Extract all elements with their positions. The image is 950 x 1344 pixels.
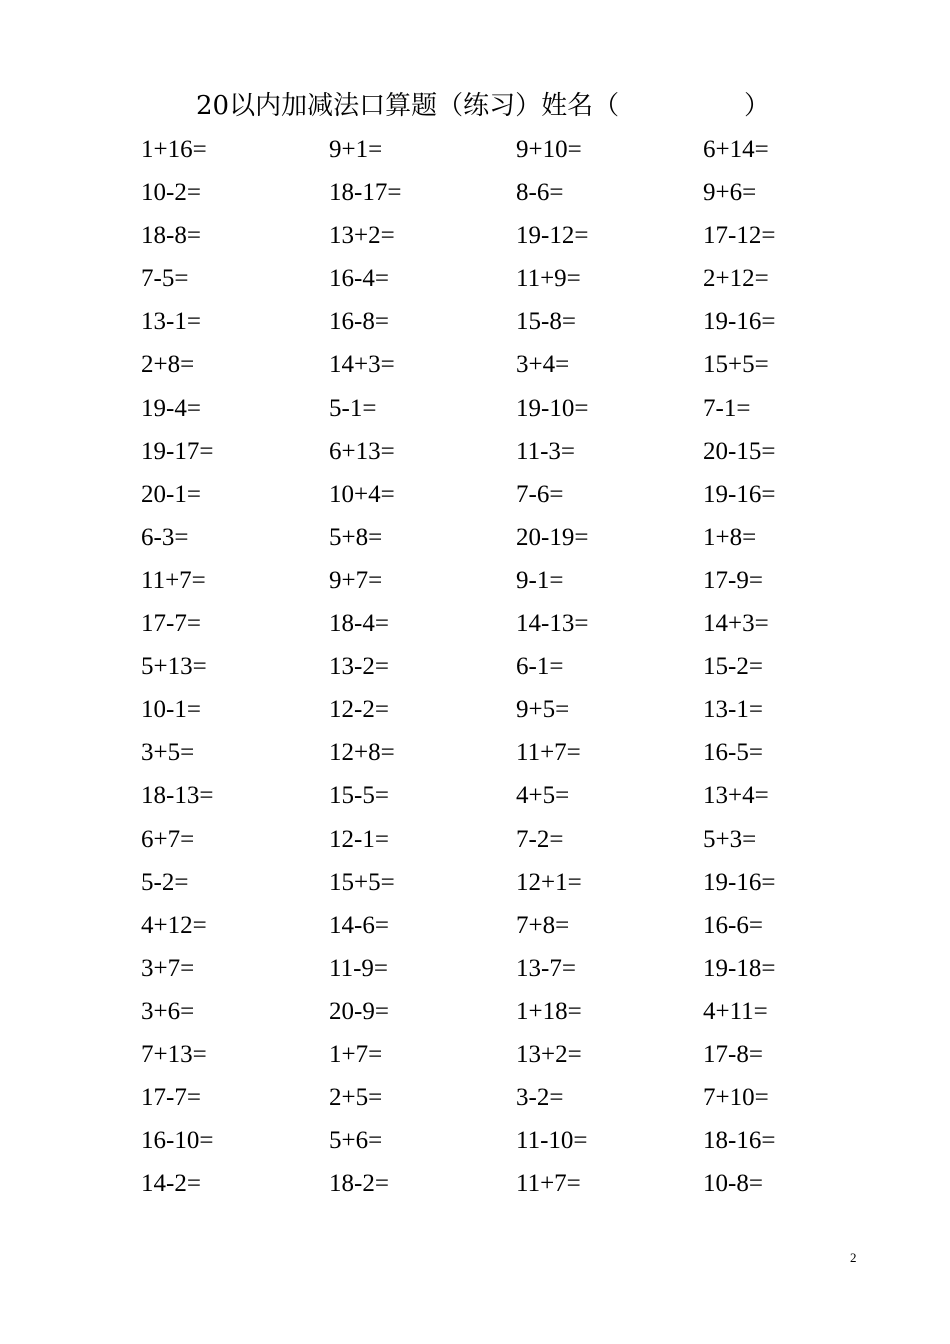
problem-cell: 10-8=: [703, 1170, 763, 1198]
problem-cell: 19-16=: [703, 480, 776, 508]
problem-cell: 17-12=: [703, 222, 776, 250]
problem-cell: 5+6=: [329, 1127, 383, 1155]
problem-cell: 15-2=: [703, 653, 763, 681]
problem-cell: 11-9=: [329, 954, 388, 982]
problem-cell: 3-2=: [516, 1084, 564, 1112]
problem-cell: 6-3=: [141, 523, 189, 551]
problem-cell: 7-5=: [141, 265, 189, 293]
problem-cell: 17-9=: [703, 566, 763, 594]
problem-cell: 15-8=: [516, 308, 576, 336]
problem-cell: 1+7=: [329, 1040, 383, 1068]
problem-cell: 14-13=: [516, 610, 589, 638]
problem-cell: 2+5=: [329, 1084, 383, 1112]
problem-cell: 20-19=: [516, 523, 589, 551]
problem-cell: 12+1=: [516, 868, 582, 896]
problem-cell: 19-4=: [141, 394, 201, 422]
problem-cell: 7-6=: [516, 480, 564, 508]
problem-cell: 15-5=: [329, 782, 389, 810]
problem-cell: 12-2=: [329, 696, 389, 724]
problem-cell: 14+3=: [703, 610, 769, 638]
problem-cell: 4+12=: [141, 911, 207, 939]
problem-cell: 18-8=: [141, 222, 201, 250]
problem-cell: 1+18=: [516, 997, 582, 1025]
problem-cell: 9-1=: [516, 566, 564, 594]
problem-cell: 3+7=: [141, 954, 195, 982]
problem-cell: 3+6=: [141, 997, 195, 1025]
problem-cell: 13-1=: [703, 696, 763, 724]
problem-cell: 6+13=: [329, 437, 395, 465]
problem-cell: 13-7=: [516, 954, 576, 982]
problem-cell: 19-12=: [516, 222, 589, 250]
problem-cell: 1+16=: [141, 136, 207, 163]
problem-cell: 11+7=: [516, 1170, 581, 1198]
problem-cell: 17-7=: [141, 610, 201, 638]
problem-cell: 19-18=: [703, 954, 776, 982]
problem-cell: 17-8=: [703, 1040, 763, 1068]
problem-cell: 5+13=: [141, 653, 207, 681]
problem-grid: [141, 128, 901, 1205]
problem-cell: 5-1=: [329, 394, 377, 422]
problem-cell: 20-1=: [141, 480, 201, 508]
problem-cell: 20-15=: [703, 437, 776, 465]
problem-cell: 2+8=: [141, 351, 195, 379]
problem-cell: 10+4=: [329, 480, 395, 508]
problem-cell: 2+12=: [703, 265, 769, 293]
problem-cell: 18-4=: [329, 610, 389, 638]
problem-cell: 15+5=: [703, 351, 769, 379]
problem-cell: 17-7=: [141, 1084, 201, 1112]
problem-cell: 14-6=: [329, 911, 389, 939]
problem-cell: 9+10=: [516, 136, 582, 163]
problem-cell: 7+10=: [703, 1084, 769, 1112]
problem-cell: 20-9=: [329, 997, 389, 1025]
problem-cell: 4+5=: [516, 782, 570, 810]
problem-cell: 11+9=: [516, 265, 581, 293]
problem-cell: 5+3=: [703, 825, 757, 853]
problem-cell: 18-16=: [703, 1127, 776, 1155]
problem-cell: 6+7=: [141, 825, 195, 853]
problem-cell: 19-16=: [703, 308, 776, 336]
problem-cell: 12+8=: [329, 739, 395, 767]
problem-cell: 6+14=: [703, 136, 769, 163]
problem-cell: 16-8=: [329, 308, 389, 336]
problem-cell: 14-2=: [141, 1170, 201, 1198]
problem-cell: 9+5=: [516, 696, 570, 724]
problem-cell: 15+5=: [329, 868, 395, 896]
problem-cell: 19-10=: [516, 394, 589, 422]
problem-cell: 7-2=: [516, 825, 564, 853]
problem-cell: 13-2=: [329, 653, 389, 681]
problem-cell: 18-17=: [329, 179, 402, 207]
problem-cell: 11-3=: [516, 437, 575, 465]
title-text: 20以内加减法口算题（练习）姓名（: [196, 91, 620, 121]
problem-cell: 5-2=: [141, 868, 189, 896]
problem-cell: 3+4=: [516, 351, 570, 379]
problem-cell: 1+8=: [703, 523, 757, 551]
problem-cell: 18-2=: [329, 1170, 389, 1198]
problem-cell: 3+5=: [141, 739, 195, 767]
problem-cell: 16-10=: [141, 1127, 214, 1155]
problem-cell: 16-4=: [329, 265, 389, 293]
problem-cell: 12-1=: [329, 825, 389, 853]
problem-cell: 19-17=: [141, 437, 214, 465]
problem-cell: 9+7=: [329, 566, 383, 594]
problem-cell: 9+6=: [703, 179, 757, 207]
problem-cell: 10-2=: [141, 179, 201, 207]
problem-cell: 4+11=: [703, 997, 768, 1025]
problem-cell: 10-1=: [141, 696, 201, 724]
worksheet-title: [0, 86, 950, 126]
problem-cell: 11+7=: [516, 739, 581, 767]
problem-cell: 13+2=: [329, 222, 395, 250]
problem-cell: 13-1=: [141, 308, 201, 336]
problem-cell: 5+8=: [329, 523, 383, 551]
problem-cell: 9+1=: [329, 136, 383, 163]
problem-cell: 19-16=: [703, 868, 776, 896]
page-number: 2: [850, 1250, 857, 1265]
problem-cell: 16-5=: [703, 739, 763, 767]
problem-cell: 13+2=: [516, 1040, 582, 1068]
problem-cell: 16-6=: [703, 911, 763, 939]
title-name-bracket-close: ）: [744, 91, 771, 121]
problem-cell: 14+3=: [329, 351, 395, 379]
problem-cell: 11-10=: [516, 1127, 588, 1155]
problem-cell: 18-13=: [141, 782, 214, 810]
problem-cell: 7+13=: [141, 1040, 207, 1068]
problem-cell: 6-1=: [516, 653, 564, 681]
problem-cell: 7-1=: [703, 394, 751, 422]
problem-cell: 11+7=: [141, 566, 206, 594]
problem-cell: 7+8=: [516, 911, 570, 939]
problem-cell: 8-6=: [516, 179, 564, 207]
problem-cell: 13+4=: [703, 782, 769, 810]
